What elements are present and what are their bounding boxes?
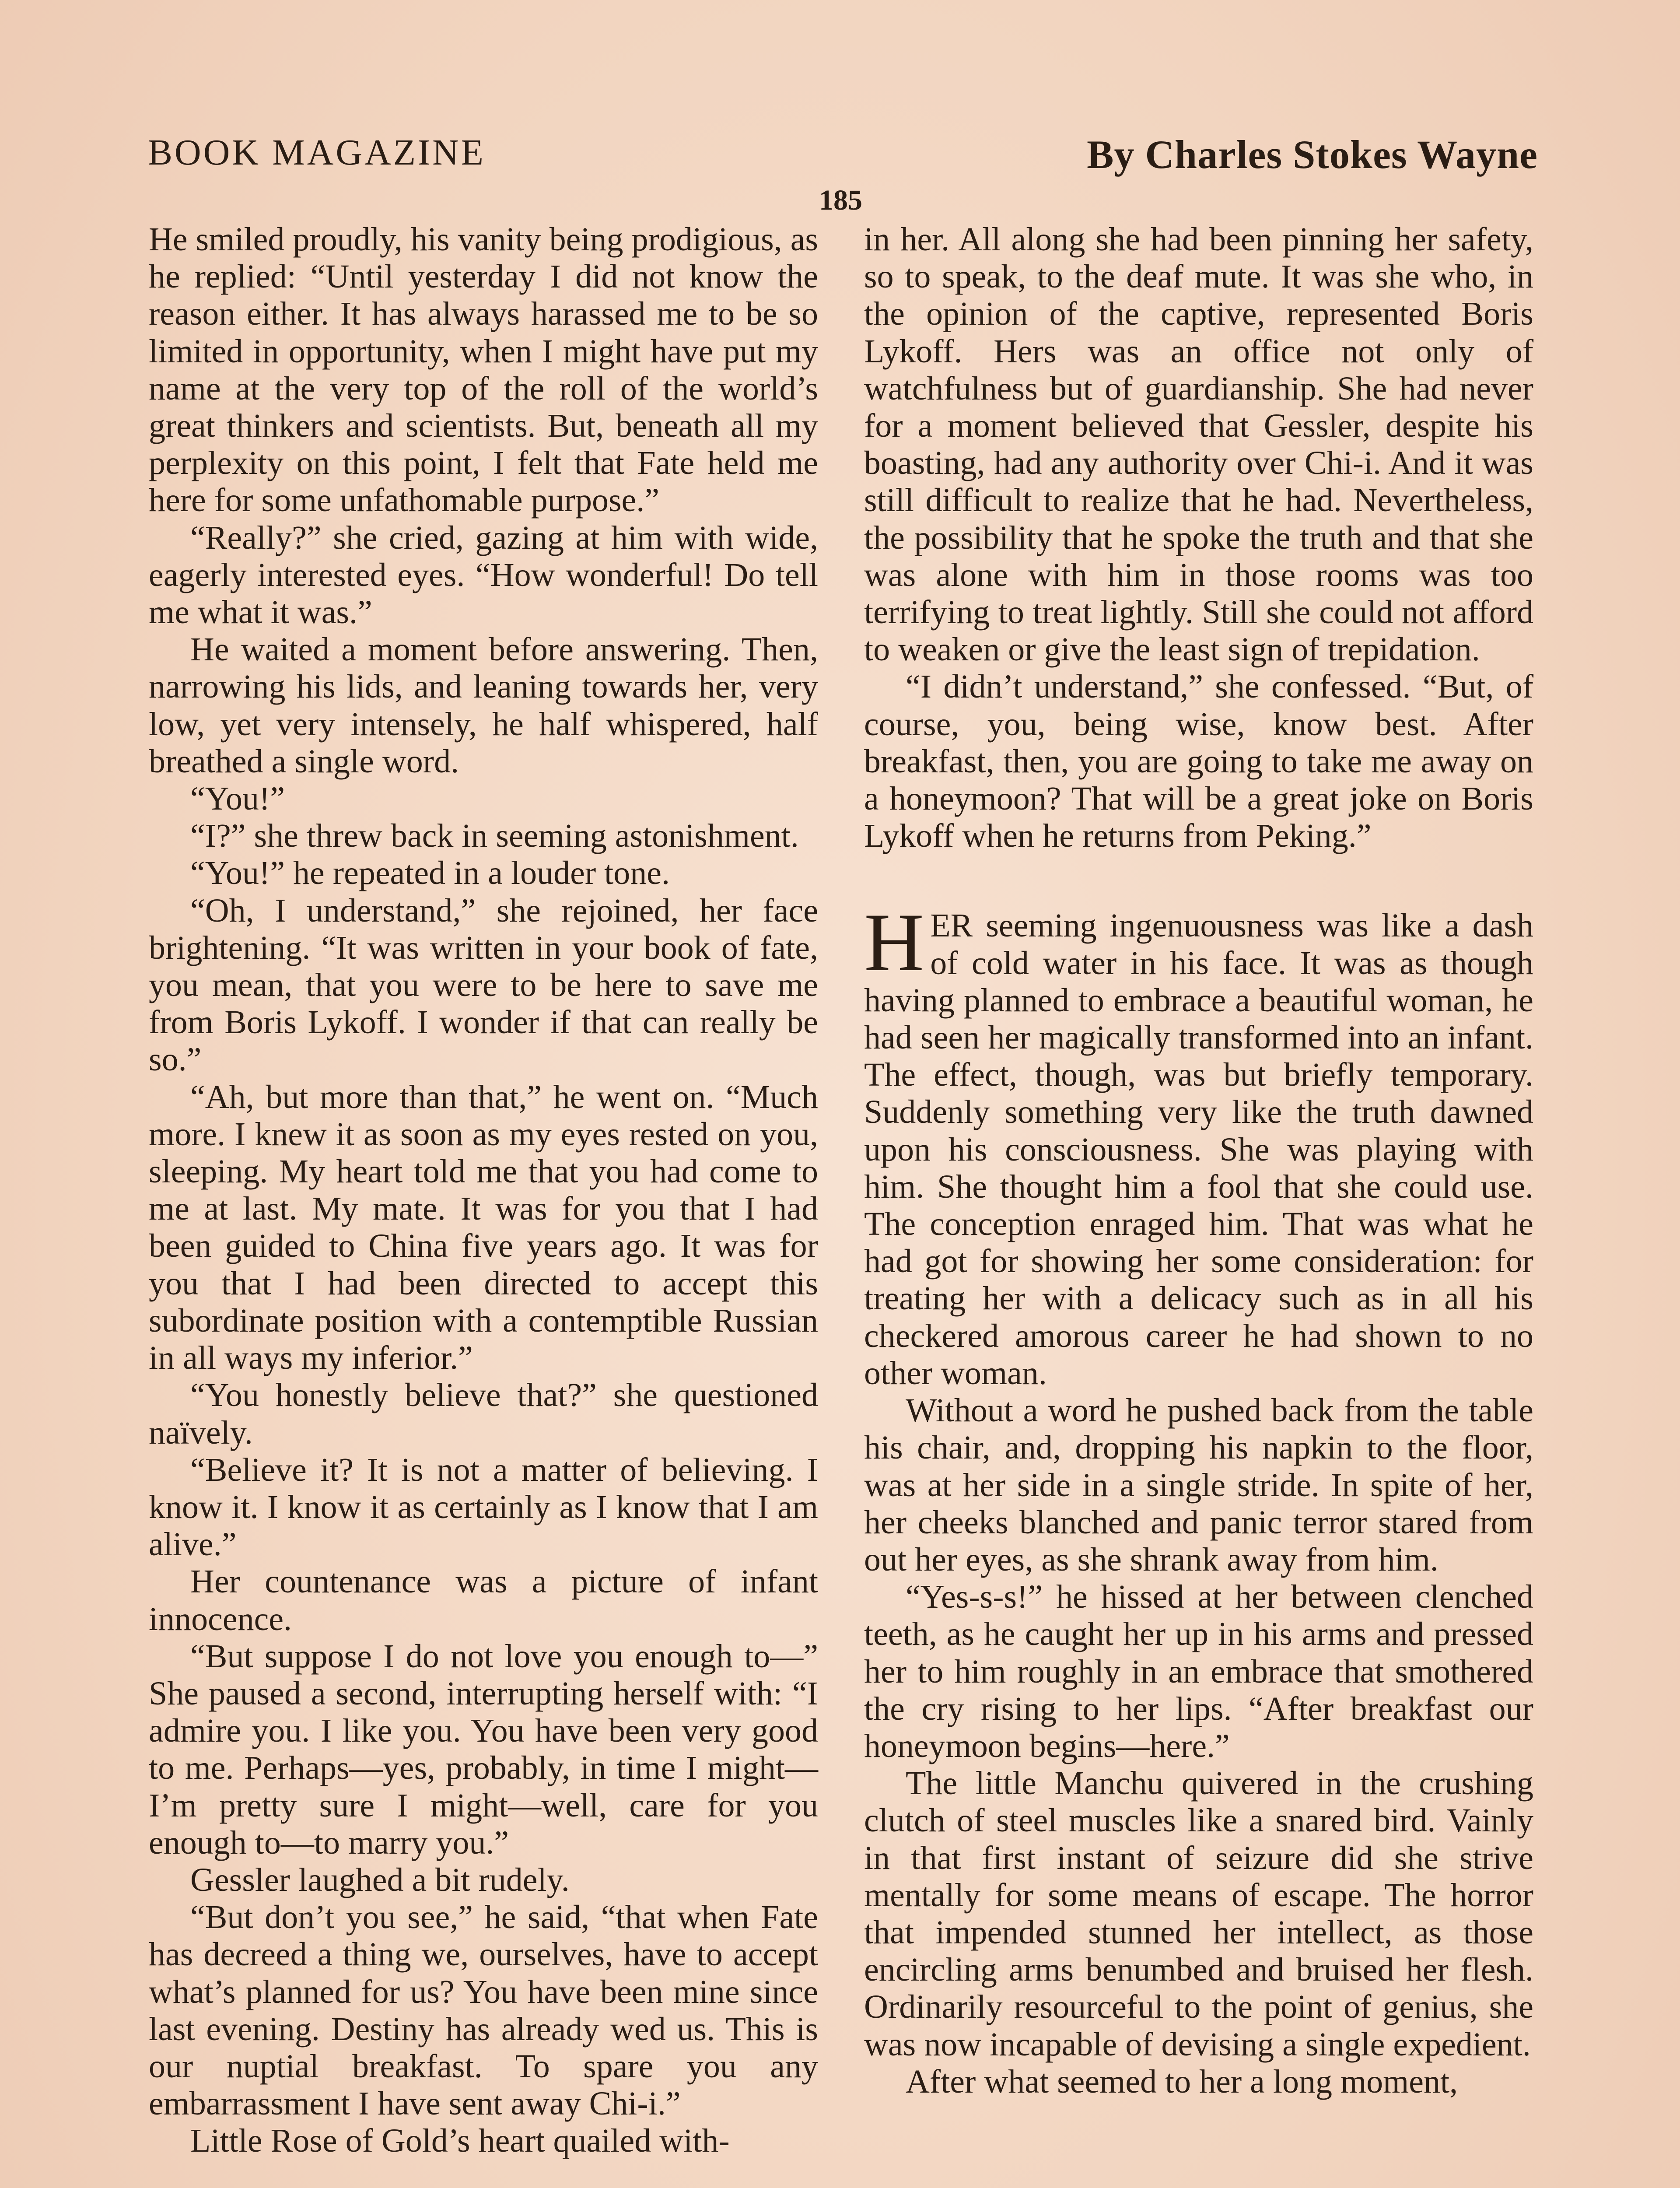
paragraph: After what seemed to her a long moment,	[906, 2063, 1458, 2100]
paragraph: Little Rose of Gold’s heart quailed with-	[190, 2122, 730, 2160]
paragraph: “Really?” she cried, gazing at him with wide, eagerly interested eyes. “How wonderful! Do tell me what it was.”	[149, 519, 818, 631]
paragraph: “I didn’t understand,” she confessed. “But, of course, you, being wise, know best. After breakfast, then, you are going to take me away on a honeymoon? That will be a great joke on Boris Lykoff when he returns from Peking.”	[864, 668, 1533, 855]
paragraph: “You!”	[190, 780, 285, 817]
paragraph: “You honestly believe that?” she questioned naïvely.	[149, 1377, 818, 1451]
paragraph: Gessler laughed a bit rudely.	[190, 1861, 570, 1898]
paragraph: Her countenance was a picture of infant innocence.	[149, 1563, 818, 1637]
paragraph: “I?” she threw back in seeming astonishment.	[190, 817, 799, 855]
paragraph: The little Manchu quivered in the crushing clutch of steel muscles like a snared bird. Vainly in that first instant of seizure did she strive mentally for some means of escape. The horror that impended stunned her intellect, as those encircling arms benumbed and bruised her flesh. Ordinarily resourceful to the point of genius, she was now incapable of devising a single expedient.	[864, 1765, 1533, 2063]
paragraph: “Believe it? It is not a matter of believing. I know it. I know it as certainly as I know that I am alive.”	[149, 1451, 818, 1563]
author-byline: By Charles Stokes Wayne	[1087, 132, 1538, 177]
paragraph: “Oh, I understand,” she rejoined, her face brightening. “It was written in your book of fate, you mean, that you were to be here to save me from Boris Lykoff. I wonder if that can really be so.”	[149, 892, 818, 1078]
page-number: 185	[819, 184, 862, 216]
magazine-title: BOOK MAGAZINE	[148, 132, 486, 173]
left-column	[149, 221, 818, 2160]
paragraph: “But suppose I do not love you enough to—” She paused a second, interrupting herself with: “I admire you. I like you. You have been very good to me. Perhaps—yes, probably, in time I might—I’m pretty sure I might—well, care for you enough to—to marry you.”	[149, 1637, 818, 1861]
paragraph: Without a word he pushed back from the table his chair, and, dropping his napkin to the floor, was at her side in a single stride. In spite of her, her cheeks blanched and panic terror stared from out her eyes, as she shrank away from him.	[864, 1392, 1533, 1578]
dropcap-paragraph-text: ER seeming ingenuousness was like a dash of cold water in his face. It was as though having planned to embrace a beautiful woman, he had seen her magically transformed into an infant. The effect, though, was but briefly temporary. Suddenly something very like the truth dawned upon his consciousness. She was playing with him. She thought him a fool that she could use. The conception enraged him. That was what he had got for showing her some consideration: for treating her with a delicacy such as in all his checkered amorous career he had shown to no other woman.	[864, 907, 1533, 1392]
right-column	[864, 221, 1533, 2100]
paragraph: “But don’t you see,” he said, “that when Fate has decreed a thing we, ourselves, have to accept what’s planned for us? You have been mine since last evening. Destiny has already wed us. This is our nuptial breakfast. To spare you any embarrassment I have sent away Chi-i.”	[149, 1899, 818, 2122]
paragraph: “You!” he repeated in a louder tone.	[190, 855, 670, 892]
dropcap-paragraph	[864, 897, 1533, 1392]
paragraph: “Yes-s-s!” he hissed at her between clenched teeth, as he caught her up in his arms and pressed her to him roughly in an embrace that smothered the cry rising to her lips. “After breakfast our honeymoon begins—here.”	[864, 1578, 1533, 1764]
drop-cap-letter: H	[864, 897, 924, 989]
paragraph: in her. All along she had been pinning her safety, so to speak, to the deaf mute. It was she who, in the opinion of the captive, represented Boris Lykoff. Hers was an office not only of watchfulness but of guardianship. She had never for a moment believed that Gessler, despite his boasting, had any authority over Chi-i. And it was still difficult to realize that he had. Nevertheless, the possibility that he spoke the truth and that she was alone with him in those rooms was too terrifying to treat lightly. Still she could not afford to weaken or give the least sign of trepidation.	[864, 221, 1533, 668]
paragraph: He smiled proudly, his vanity being prodigious, as he replied: “Until yesterday I did not know the reason either. It has always harassed me to be so limited in opportunity, when I might have put my name at the very top of the roll of the world’s great thinkers and scientists. But, beneath all my perplexity on this point, I felt that Fate held me here for some unfathomable purpose.”	[149, 221, 818, 519]
paragraph: He waited a moment before answering. Then, narrowing his lids, and leaning towards her, very low, yet very intensely, he half whispered, half breathed a single word.	[149, 631, 818, 780]
paragraph: “Ah, but more than that,” he went on. “Much more. I knew it as soon as my eyes rested on you, sleeping. My heart told me that you had come to me at last. My mate. It was for you that I had been guided to China five years ago. It was for you that I had been directed to accept this subordinate position with a contemptible Russian in all ways my inferior.”	[149, 1078, 818, 1377]
